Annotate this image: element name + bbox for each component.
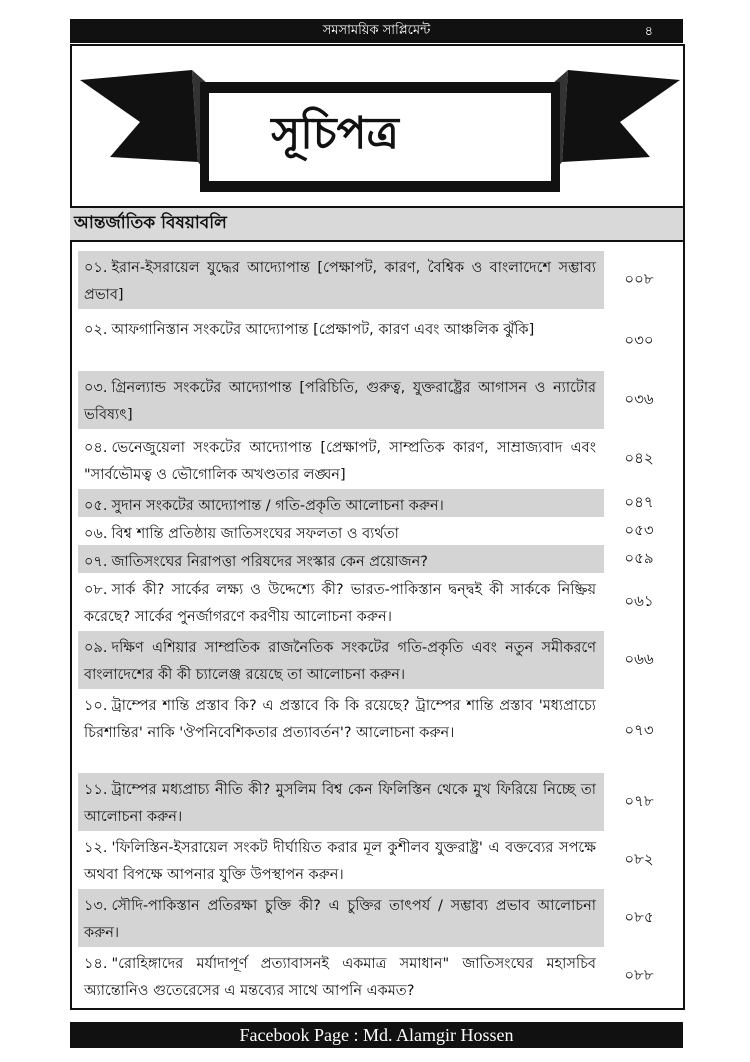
toc-page: ০৮৮ — [624, 965, 654, 984]
toc-page: ০৩৬ — [624, 389, 654, 408]
section-heading: আন্তর্জাতিক বিষয়াবলি — [70, 206, 683, 242]
toc-number: ১২. — [84, 840, 108, 856]
toc-number: ০৮. — [84, 582, 108, 598]
toc-text: ট্রাম্পের শান্তি প্রস্তাব কি? এ প্রস্তাবে কি কি রয়েছে? ট্রাম্পের শান্তি প্রস্তাব 'মধ্যপ্রাচ্যে চিরশান্তির' নাকি 'ঔপনিবেশিকতার প্রত্যাবর্তন'? আলোচনা করুন। — [84, 698, 596, 741]
toc-text: ভেনেজুয়েলা সংকটের আদ্যোপান্ত [প্রেক্ষাপট, সাম্প্রতিক কারণ, সাম্রাজ্যবাদ এবং "সার্বভৌমত্ব ও ভৌগোলিক অখণ্ডতার লঙ্ঘন] — [84, 440, 596, 483]
toc-number: ১০. — [84, 698, 108, 714]
toc-text: বিশ্ব শান্তি প্রতিষ্ঠায় জাতিসংঘের সফলতা ও ব্যর্থতা — [111, 526, 399, 542]
footer-bar: Facebook Page : Md. Alamgir Hossen — [70, 1022, 683, 1048]
header-title: সমসাময়িক সাপ্লিমেন্ট — [322, 22, 431, 38]
toc-number: ০৪. — [84, 440, 108, 456]
toc-text: 'ফিলিস্তিন-ইসরায়েল সংকট দীর্ঘায়িত করার মূল কুশীলব যুক্তরাষ্ট্র' এ বক্তব্যের সপক্ষে অথবা বিপক্ষে আপনার যুক্তি উপস্থাপন করুন। — [84, 840, 596, 883]
toc-number: ০৭. — [84, 554, 108, 570]
toc-row[interactable] — [78, 573, 681, 631]
toc-text: গ্রিনল্যান্ড সংকটের আদ্যোপান্ত [পরিচিতি, গুরুত্ব, যুক্তরাষ্ট্রের আগাসন ও ন্যাটোর ভবিষ্যৎ] — [84, 380, 596, 423]
toc-row[interactable] — [78, 545, 681, 573]
toc-number: ০৩. — [84, 380, 108, 396]
toc-text: "রোহিঙ্গাদের মর্যাদাপূর্ণ প্রত্যাবাসনই একমাত্র সমাধান" জাতিসংঘের মহাসচিব অ্যান্তোনিও গুতেরেসের এ মন্তব্যের সাথে আপনি একমত? — [84, 956, 596, 999]
toc-page: ০৩০ — [624, 330, 654, 349]
toc-page: ০৫৩ — [624, 520, 654, 539]
toc-text: সুদান সংকটের আদ্যোপান্ত / গতি-প্রকৃতি আলোচনা করুন। — [111, 498, 444, 514]
toc-text: আফগানিস্তান সংকটের আদ্যোপান্ত [প্রেক্ষাপট, কারণ এবং আঞ্চলিক ঝুঁকি] — [111, 322, 535, 338]
toc-page: ০৬১ — [624, 591, 654, 610]
toc-number: ০২. — [84, 322, 108, 338]
toc-row[interactable] — [78, 313, 681, 369]
toc-row[interactable] — [78, 831, 681, 889]
toc-page: ০৭৩ — [624, 720, 654, 739]
toc-page: ০৬৬ — [624, 649, 654, 668]
toc-text: ট্রাম্পের মধ্যপ্রাচ্য নীতি কী? মুসলিম বিশ্ব কেন ফিলিস্তিন থেকে মুখ ফিরিয়ে নিচ্ছে তা আলোচনা করুন। — [84, 782, 596, 825]
toc-row[interactable] — [78, 371, 681, 429]
toc-row[interactable] — [78, 489, 681, 517]
toc-row[interactable] — [78, 689, 681, 773]
toc-text: জাতিসংঘের নিরাপত্তা পরিষদের সংস্কার কেন প্রয়োজন? — [111, 554, 428, 570]
toc-number: ১১. — [84, 782, 108, 798]
toc-page: ০৮২ — [624, 849, 654, 868]
toc-text: সার্ক কী? সার্কের লক্ষ্য ও উদ্দেশ্যে কী? ভারত-পাকিস্তান দ্বন্দ্বই কী সার্ককে নিষ্ক্রিয় করেছে? সার্কের পুনর্জাগরণে করণীয় আলোচনা করুন। — [84, 582, 596, 625]
toc-row[interactable] — [78, 631, 681, 689]
toc-row[interactable] — [78, 947, 681, 1005]
toc-text: ইরান-ইসরায়েল যুদ্ধের আদ্যোপান্ত [পেক্ষাপট, কারণ, বৈশ্বিক ও বাংলাদেশে সম্ভাব্য প্রভাব] — [84, 260, 596, 303]
toc-number: ০৯. — [84, 640, 108, 656]
toc-page: ০৪৭ — [624, 492, 654, 511]
toc-row[interactable] — [78, 251, 681, 309]
toc-page: ০৫৯ — [624, 548, 654, 567]
toc-page: ০০৮ — [624, 269, 654, 288]
toc-page: ০৭৮ — [624, 791, 654, 810]
toc-number: ১৪. — [84, 956, 108, 972]
toc-number: ০৬. — [84, 526, 108, 542]
toc-row[interactable] — [78, 773, 681, 831]
toc-row[interactable] — [78, 889, 681, 947]
toc-page: ০৮৫ — [624, 907, 654, 926]
toc-number: ০১. — [84, 260, 108, 276]
toc-text: দক্ষিণ এশিয়ার সাম্প্রতিক রাজনৈতিক সংকটের গতি-প্রকৃতি এবং নতুন সমীকরণে বাংলাদেশের কী কী চ্যালেঞ্জ রয়েছে তা আলোচনা করুন। — [84, 640, 596, 683]
toc-page: ০৪২ — [624, 448, 654, 467]
header-bar — [70, 19, 683, 43]
toc-number: ১৩. — [84, 898, 108, 914]
page-number: ৪ — [644, 24, 653, 39]
toc-row[interactable] — [78, 517, 681, 545]
toc-text: সৌদি-পাকিস্তান প্রতিরক্ষা চুক্তি কী? এ চুক্তির তাৎপর্য / সম্ভাব্য প্রভাব আলোচনা করুন। — [84, 898, 596, 941]
banner-title: সূচিপত্র — [271, 107, 399, 159]
toc-number: ০৫. — [84, 498, 108, 514]
toc-row[interactable] — [78, 431, 681, 487]
